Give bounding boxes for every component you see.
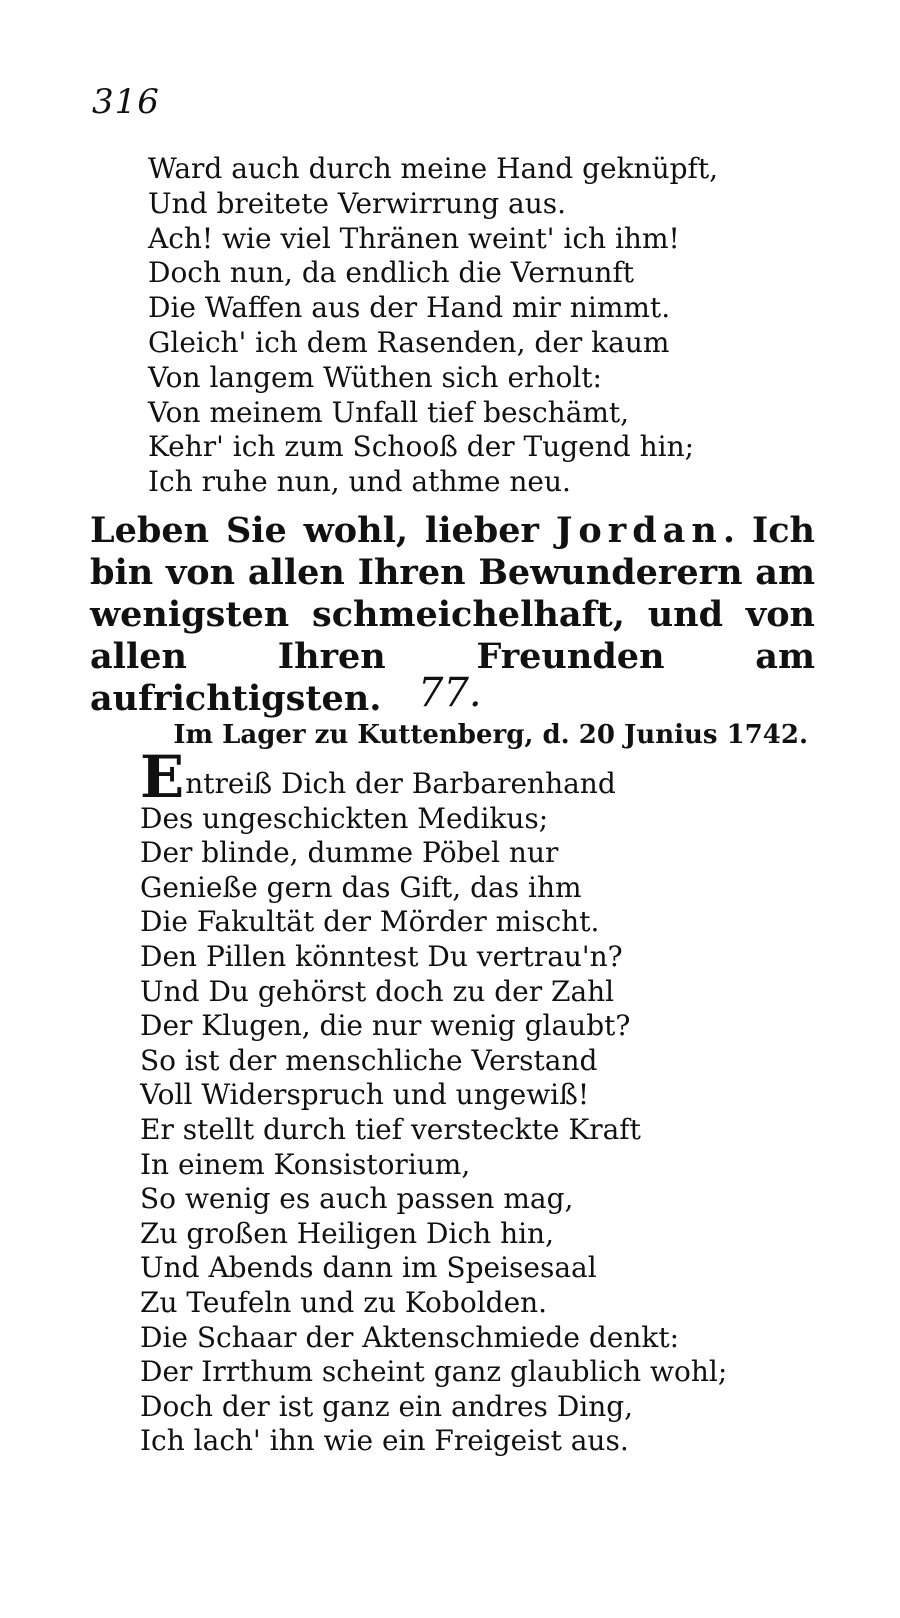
verse-line: Zu Teufeln und zu Kobolden. [140, 1285, 548, 1319]
verse-line: Ich ruhe nun, und athme neu. [148, 465, 571, 499]
verse-line: Genieße gern das Gift, das ihm [140, 870, 582, 904]
verse-line: Die Waffen aus der Hand mir nimmt. [148, 291, 671, 325]
verse-line: Der blinde, dumme Pöbel nur [140, 836, 559, 870]
verse-line: Ich lach' ihn wie ein Freigeist aus. [140, 1424, 629, 1458]
verse-line: So wenig es auch passen mag, [140, 1182, 574, 1216]
verse-line: Und breitete Verwirrung aus. [148, 186, 567, 220]
verse-block-top [148, 152, 718, 500]
verse-line: Der Klugen, die nur wenig glaubt? [140, 1009, 631, 1043]
drop-cap: E [140, 743, 185, 811]
verse-line: Und Abends dann im Speisesaal [140, 1251, 597, 1285]
verse-block-poem [140, 743, 728, 1459]
verse-line: Von langem Wüthen sich erholt: [148, 360, 602, 394]
verse-line: So ist der menschliche Verstand [140, 1043, 598, 1077]
page-number: 316 [92, 82, 160, 122]
verse-line: Den Pillen könntest Du vertrau'n? [140, 939, 623, 973]
closing-text-part2: . Ich bin von allen Ihren Bewunderern am wenigsten schmeichelhaft, und von allen Ihren Freunden am aufrichtigsten. [90, 510, 816, 719]
verse-line: Des ungeschickten Medikus; [140, 801, 549, 835]
dateline: Im Lager zu Kuttenberg, d. 20 Junius 1742. [173, 720, 808, 750]
letter-number: 77. [418, 670, 482, 716]
verse-line-first [140, 743, 727, 811]
verse-line: Voll Widerspruch und ungewiß! [140, 1078, 590, 1112]
first-line-rest: ntreiß Dich der Barbarenhand [185, 767, 616, 800]
verse-line: Doch nun, da endlich die Vernunft [148, 256, 635, 290]
closing-text-part1: Leben Sie wohl, lieber [90, 510, 556, 551]
verse-line: Zu großen Heiligen Dich hin, [140, 1216, 554, 1250]
verse-line: Die Fakultät der Mörder mischt. [140, 905, 600, 939]
verse-line: Gleich' ich dem Rasenden, der kaum [148, 325, 670, 359]
verse-line: Ward auch durch meine Hand geknüpft, [148, 152, 719, 185]
verse-line: Von meinem Unfall tief beschämt, [148, 395, 630, 429]
verse-line: Ach! wie viel Thränen weint' ich ihm! [148, 221, 680, 255]
verse-line: Der Irrthum scheint ganz glaublich wohl; [140, 1355, 728, 1389]
verse-line: Doch der ist ganz ein andres Ding, [140, 1389, 634, 1423]
verse-line: Kehr' ich zum Schooß der Tugend hin; [148, 430, 695, 464]
verse-line: Und Du gehörst doch zu der Zahl [140, 974, 615, 1008]
verse-line: Die Schaar der Aktenschmiede denkt: [140, 1320, 679, 1354]
verse-line: In einem Konsistorium, [140, 1147, 471, 1181]
addressee-name: Jordan [555, 510, 723, 551]
verse-line: Er stellt durch tief versteckte Kraft [140, 1112, 641, 1146]
